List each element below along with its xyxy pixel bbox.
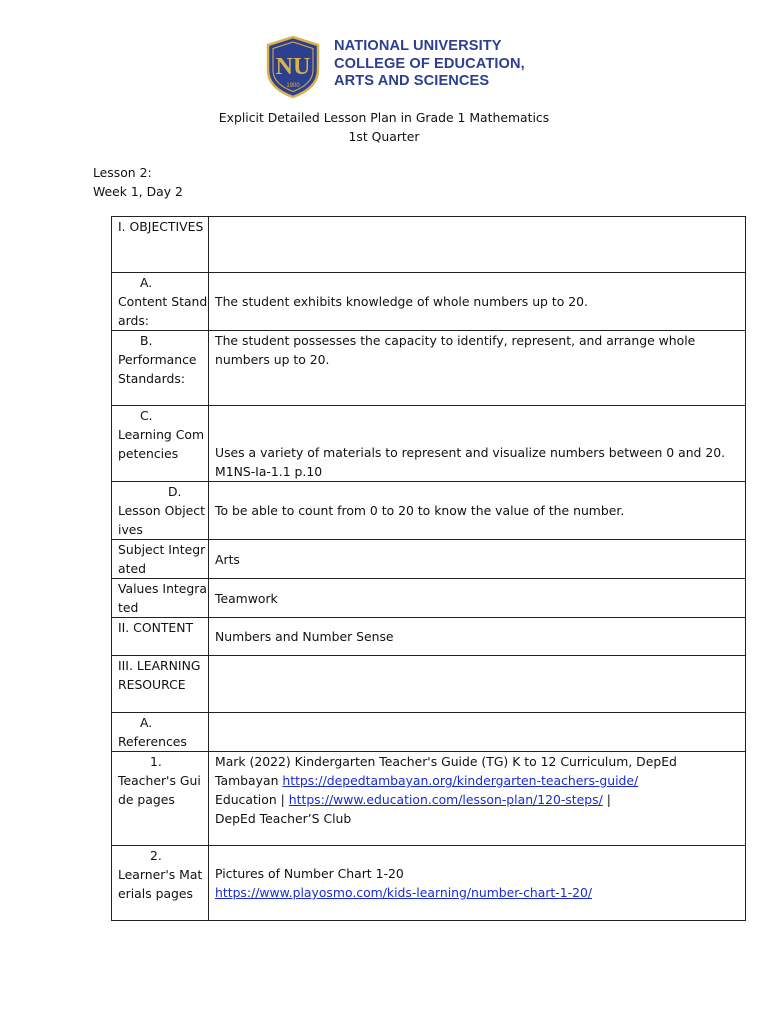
- value-performance-standards: The student possesses the capacity to identify, represent, and arrange whole numbers up to 20.: [209, 331, 746, 406]
- competency-code: M1NS-Ia-1.1 p.10: [215, 464, 323, 479]
- materials-text: Pictures of Number Chart 1-20: [215, 866, 404, 881]
- label-learning-resource: III. LEARNING RESOURCE: [112, 656, 209, 713]
- table-row-values-integrated: [112, 579, 746, 618]
- table-row-teachers-guide: [112, 752, 746, 846]
- lesson-meta: [93, 163, 183, 201]
- document-quarter: 1st Quarter: [348, 129, 420, 144]
- education-com-link[interactable]: https://www.education.com/lesson-plan/120-steps/: [288, 792, 603, 807]
- label-performance-standards: [112, 331, 209, 406]
- table-row-lesson-objectives: [112, 482, 746, 540]
- table-row-learning-resource: [112, 656, 746, 713]
- table-row-subject-integrated: [112, 540, 746, 579]
- label-text: Performance Standards:: [118, 352, 197, 386]
- institution-name: [334, 38, 525, 91]
- institution-line-3: ARTS AND SCIENCES: [334, 73, 490, 89]
- lesson-number: Lesson 2:: [93, 165, 152, 180]
- label-learners-materials: [112, 846, 209, 921]
- logo-year: 1900: [286, 83, 300, 89]
- logo-monogram: NU: [275, 54, 311, 80]
- label-letter: A.: [140, 275, 153, 290]
- value-teachers-guide: [209, 752, 746, 846]
- university-seal-logo: [266, 36, 320, 98]
- table-row-content: [112, 618, 746, 656]
- label-letter: A.: [140, 715, 153, 730]
- education-text: Education |: [215, 792, 289, 807]
- label-content: II. CONTENT: [112, 618, 209, 656]
- institution-line-2: COLLEGE OF EDUCATION,: [334, 55, 525, 72]
- table-row-references: [112, 713, 746, 752]
- label-text: Content Standards:: [118, 294, 208, 328]
- label-subject-integrated: Subject Integrated: [112, 540, 209, 579]
- document-title-block: [0, 108, 768, 146]
- value-subject-integrated: Arts: [209, 540, 746, 579]
- value-learners-materials: [209, 846, 746, 921]
- label-letter: C.: [140, 408, 153, 423]
- label-text: Learner's Materials pages: [118, 867, 203, 901]
- value-content-standards: The student exhibits knowledge of whole numbers up to 20.: [209, 273, 746, 331]
- label-number: 2.: [150, 848, 162, 863]
- label-values-integrated: Values Integrated: [112, 579, 209, 618]
- separator-text: |: [602, 792, 611, 807]
- label-text: References: [118, 734, 187, 749]
- playosmo-link[interactable]: https://www.playosmo.com/kids-learning/number-chart-1-20/: [215, 885, 593, 900]
- institution-line-1: NATIONAL UNIVERSITY: [334, 38, 502, 54]
- citation-text: Mark (2022) Kindergarten Teacher's Guide (TG) K to 12 Curriculum, DepEd Tambayan: [215, 754, 677, 788]
- label-text: Learning Competencies: [118, 427, 205, 461]
- lesson-week-day: Week 1, Day 2: [93, 184, 183, 199]
- label-learning-competencies: [112, 406, 209, 482]
- value-learning-resource: [209, 656, 746, 713]
- label-objectives: I. OBJECTIVES: [112, 217, 209, 273]
- table-row-content-standards: [112, 273, 746, 331]
- table-row-performance-standards: [112, 331, 746, 406]
- value-values-integrated: Teamwork: [209, 579, 746, 618]
- table-row-learners-materials: [112, 846, 746, 921]
- reference-education: [215, 790, 739, 809]
- institution-header: [254, 20, 534, 102]
- label-text: Teacher's Guide pages: [118, 773, 201, 807]
- label-teachers-guide: [112, 752, 209, 846]
- reference-deped-club: DepEd Teacher’S Club: [215, 811, 352, 826]
- label-number: 1.: [150, 754, 162, 769]
- reference-citation: [215, 752, 739, 790]
- label-lesson-objectives: [112, 482, 209, 540]
- value-objectives: [209, 217, 746, 273]
- value-learning-competencies: [209, 406, 746, 482]
- competency-description: Uses a variety of materials to represent and visualize numbers between 0 and 20.: [215, 445, 726, 460]
- document-title: Explicit Detailed Lesson Plan in Grade 1 Mathematics: [218, 110, 550, 125]
- table-row-objectives: [112, 217, 746, 273]
- value-lesson-objectives: To be able to count from 0 to 20 to know the value of the number.: [209, 482, 746, 540]
- label-letter: B.: [140, 333, 153, 348]
- value-content: Numbers and Number Sense: [209, 618, 746, 656]
- table-row-learning-competencies: [112, 406, 746, 482]
- label-text: Lesson Objectives: [118, 503, 205, 537]
- depedtambayan-link[interactable]: https://depedtambayan.org/kindergarten-teachers-guide/: [282, 773, 639, 788]
- lesson-plan-table: [111, 216, 746, 921]
- label-content-standards: [112, 273, 209, 331]
- label-letter: D.: [168, 484, 182, 499]
- label-references: [112, 713, 209, 752]
- value-references: [209, 713, 746, 752]
